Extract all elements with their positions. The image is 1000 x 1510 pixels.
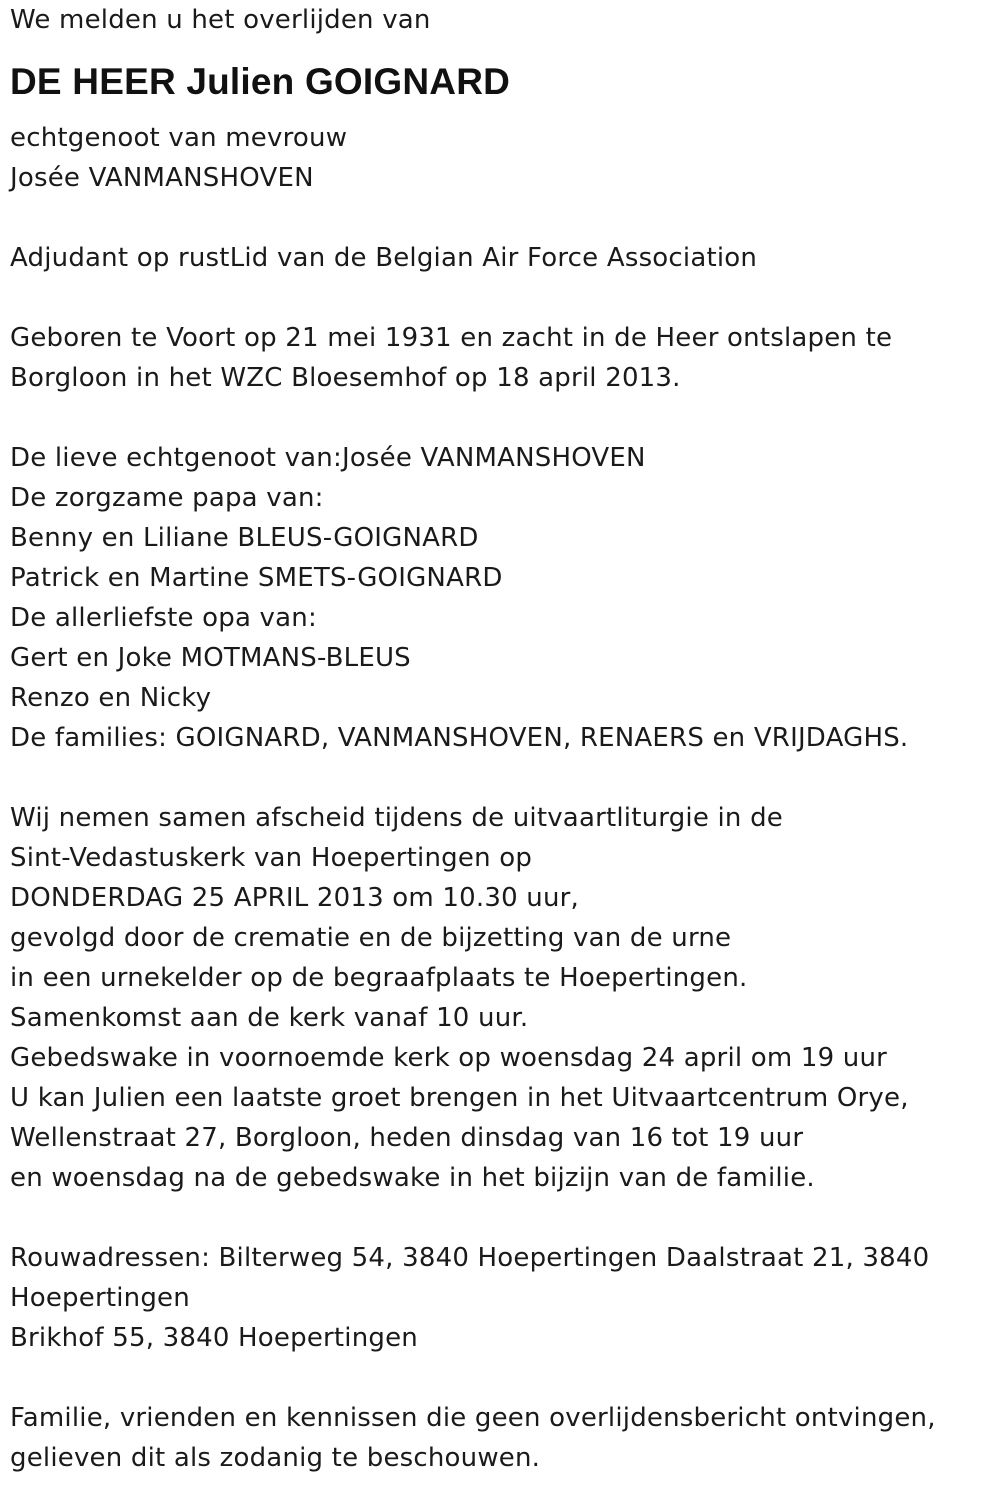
family-line: De families: GOIGNARD, VANMANSHOVEN, RENAERS en VRIJDAGHS. (10, 723, 909, 753)
ceremony-section (10, 798, 985, 1198)
birth-line-2: Borgloon in het WZC Bloesemhof op 18 april 2013. (10, 363, 681, 393)
family-line: Renzo en Nicky (10, 683, 212, 713)
ceremony-line: Wij nemen samen afscheid tijdens de uitvaartliturgie in de (10, 803, 783, 833)
family-line: De lieve echtgenoot van:Josée VANMANSHOVEN (10, 443, 646, 473)
family-line: Patrick en Martine SMETS-GOIGNARD (10, 563, 503, 593)
spacer (10, 1358, 985, 1398)
birth-line-1: Geboren te Voort op 21 mei 1931 en zacht in de Heer ontslapen te (10, 323, 893, 353)
ceremony-line: in een urnekelder op de begraafplaats te Hoepertingen. (10, 963, 748, 993)
closing-line: Familie, vrienden en kennissen die geen overlijdensbericht ontvingen, (10, 1403, 936, 1433)
family-line: De zorgzame papa van: (10, 483, 324, 513)
closing-section (10, 1398, 985, 1478)
address-line: Brikhof 55, 3840 Hoepertingen (10, 1323, 418, 1353)
family-line: De allerliefste opa van: (10, 603, 317, 633)
spacer (10, 398, 985, 438)
ceremony-line: Samenkomst aan de kerk vanaf 10 uur. (10, 1003, 529, 1033)
family-line: Gert en Joke MOTMANS-BLEUS (10, 643, 411, 673)
obituary-document (10, 0, 985, 1478)
intro-text: We melden u het overlijden van (10, 5, 431, 35)
deceased-name: DE HEER Julien GOIGNARD (10, 61, 511, 102)
addresses-section (10, 1238, 985, 1358)
address-line: Hoepertingen (10, 1283, 190, 1313)
family-line: Benny en Liliane BLEUS-GOIGNARD (10, 523, 479, 553)
spouse-line-1: echtgenoot van mevrouw (10, 123, 348, 153)
ceremony-line: Wellenstraat 27, Borgloon, heden dinsdag van 16 tot 19 uur (10, 1123, 804, 1153)
address-line: Rouwadressen: Bilterweg 54, 3840 Hoepertingen Daalstraat 21, 3840 (10, 1243, 930, 1273)
ceremony-line: U kan Julien een laatste groet brengen in het Uitvaartcentrum Orye, (10, 1083, 909, 1113)
ceremony-line: DONDERDAG 25 APRIL 2013 om 10.30 uur, (10, 883, 579, 913)
ceremony-line: Sint-Vedastuskerk van Hoepertingen op (10, 843, 533, 873)
titles-text: Adjudant op rustLid van de Belgian Air Force Association (10, 243, 758, 273)
ceremony-line: en woensdag na de gebedswake in het bijzijn van de familie. (10, 1163, 815, 1193)
ceremony-line: Gebedswake in voornoemde kerk op woensdag 24 april om 19 uur (10, 1043, 888, 1073)
spouse-line-2: Josée VANMANSHOVEN (10, 163, 314, 193)
family-section (10, 438, 985, 758)
ceremony-line: gevolgd door de crematie en de bijzetting van de urne (10, 923, 732, 953)
spacer (10, 198, 985, 238)
closing-line: gelieven dit als zodanig te beschouwen. (10, 1443, 541, 1473)
spacer (10, 1198, 985, 1238)
spacer (10, 758, 985, 798)
spacer (10, 278, 985, 318)
